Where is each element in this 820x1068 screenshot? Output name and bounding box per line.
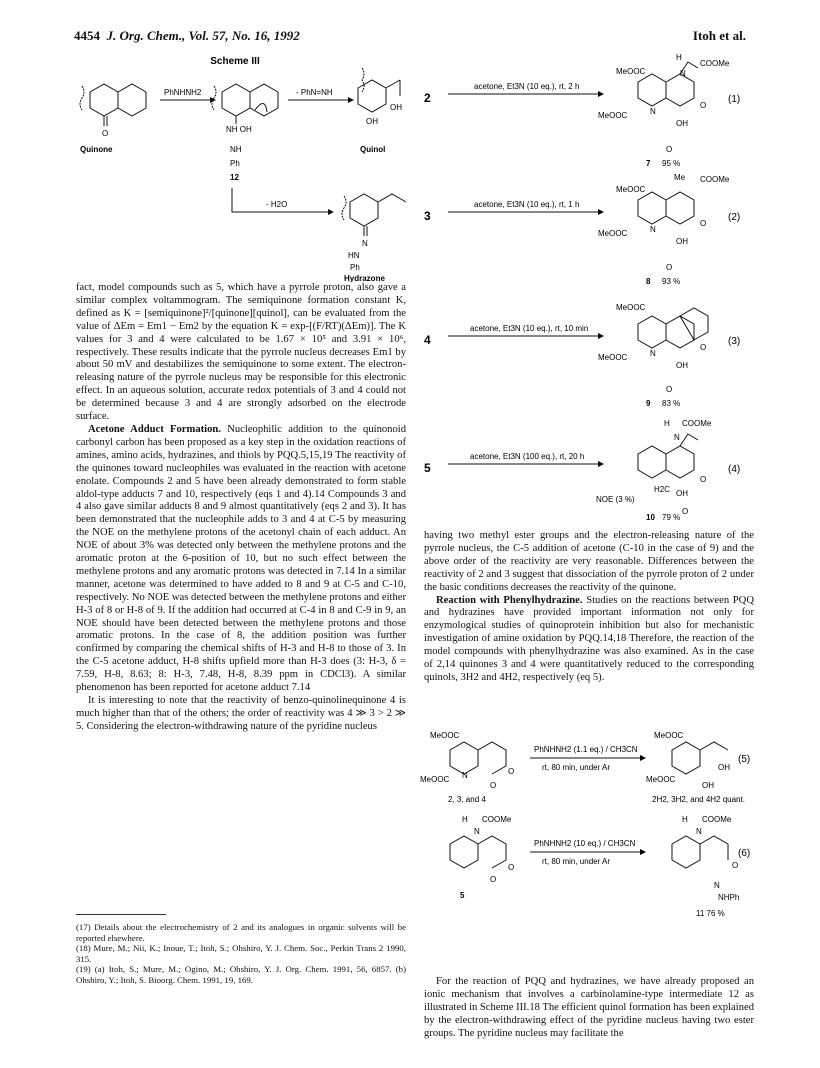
svg-text:COOMe: COOMe (682, 419, 712, 428)
svg-text:O: O (732, 861, 739, 870)
reaction-2 (424, 173, 740, 286)
yield-8: 93 % (662, 277, 681, 286)
svg-text:O: O (490, 875, 497, 884)
product-8: 8 (646, 277, 651, 286)
footnote-rule (76, 914, 166, 915)
eq6-nhph: NHPh (718, 893, 740, 902)
product-9: 9 (646, 399, 651, 408)
svg-text:OH: OH (718, 763, 730, 772)
svg-text:N: N (650, 349, 656, 358)
conditions-4: acetone, Et3N (100 eq.), rt, 20 h (470, 452, 585, 461)
reactions-1-4 (418, 52, 758, 522)
section-heading: Reaction with Phenylhydrazine. (436, 594, 583, 606)
conditions-3: acetone, Et3N (10 eq.), rt, 10 min (470, 324, 589, 333)
reactant-3-label: 3 (424, 209, 431, 223)
svg-text:N: N (462, 771, 468, 780)
paragraph: Reaction with Phenylhydrazine. Studies on the reactions between PQQ and hydrazines have provided important information not only for enzymological studies of quinoprotein inhibition but also for mechanistic investigation of amine oxidation by PQQ.14,18 Therefore, the reaction of the model compounds with phenylhydrazine was also examined. As in the case of 2,14 quinones 3 and 4 were quantitatively reduced to the corresponding quinols, 3H2 and 4H2, respectively (eq 5). (424, 594, 754, 683)
reagent-minus-h2o: - H2O (266, 200, 288, 209)
reactant-4-label: 4 (424, 333, 431, 347)
label-quinone: Quinone (80, 145, 113, 154)
svg-text:O: O (666, 145, 673, 154)
quinone-structure (80, 84, 146, 126)
reactant-5-label: 5 (424, 461, 431, 475)
hydrazone-hn: HN (348, 251, 360, 260)
eq6-left: 5 (460, 891, 465, 900)
paragraph: Acetone Adduct Formation. Nucleophilic addition to the quinonoid carbonyl carbon has been proposed as a key step in the oxidation reactions of amines, amino acids, hydrazines, and thiols by PQQ.5,15,19 The reactivity of the quinones toward nucleophiles was evaluated in the reaction with acetone enolate. Compounds 2 and 5 have been already demonstrated to form stable aldol-type adducts 7 and 10, respectively (eqs 1 and 4).14 Compounds 3 and 4 also gave similar adducts 8 and 9 almost quantitatively (eqs 2 and 3). It has been demonstrated that the nucleophile adds to 3 and 4 at C-5 by measuring the NOE on the methylene protons of the acetonyl chain of each adduct. An NOE of about 3% was detected only between the methylene protons and the aromatic proton at the 6-position of 10, but no such effect between the methylene protons and any aromatic protons was detected in 7.14 In a similar manner, acetone was determined to have added to 8 and 9 at C-5 and C-10, respectively. No NOE was detected between the methylene protons and either H-3 of 8 or H-8 of 9. If the addition had occurred at C-4 in 8 and C-9 in 9, an NOE should have been detected between the methylene protons and those aromatic protons. In the case of 8, the addition position was further confirmed by comparing the chemical shifts of H-3 and H-8 to those of 3. In the C-5 acetone adduct, H-8 shifts upfield more than H-3 does (3: H-3, δ = 7.59, H-8, 8.63; 8: H-3, 7.48, H-8, 8.39 ppm in CDCl3). A similar phenomenon has been reported for acetone adduct 7.14 (76, 423, 406, 694)
footnote: (17) Details about the electrochemistry of 2 and its analogues in organic solvents will be reported elsewhere. (76, 922, 406, 943)
page-number: 4454 (74, 28, 100, 43)
eq-3: (3) (728, 336, 741, 347)
svg-text:MeOOC: MeOOC (598, 229, 628, 238)
svg-text:O: O (508, 767, 515, 776)
svg-text:MeOOC: MeOOC (420, 775, 450, 784)
product-7: 7 (646, 159, 651, 168)
svg-text:COOMe: COOMe (482, 815, 512, 824)
svg-text:MeOOC: MeOOC (598, 111, 628, 120)
quinone-o: O (102, 129, 109, 138)
journal-citation: J. Org. Chem., Vol. 57, No. 16, 1992 (106, 28, 300, 43)
section-heading: Acetone Adduct Formation. (88, 423, 221, 435)
reaction-1 (424, 53, 740, 168)
svg-text:MeOOC: MeOOC (598, 353, 628, 362)
svg-text:O: O (508, 863, 515, 872)
paragraph: For the reaction of PQQ and hydrazines, we have already proposed an ionic mechanism that involves a carbinolamine-type intermediate 12 as illustrated in Scheme III.18 The efficient quinol formation has been explained by the electron-withdrawing effect of the pyridine nucleus having two ester groups. The pyridine nucleus may facilitate the (424, 976, 754, 1039)
paragraph: It is interesting to note that the reactivity of benzo-quinolinequinone 4 is much higher than that of the others; the order of reactivity was 4 ≫ 3 > 2 ≫ 5. Considering the electron-withdrawing nature of the pyridine nucleus (76, 695, 406, 732)
eq-5: (5) (738, 754, 751, 765)
label-hydrazone: Hydrazone (344, 274, 385, 282)
svg-text:Me: Me (674, 173, 686, 182)
scheme-title: Scheme III (210, 56, 260, 67)
scheme-iii (60, 52, 410, 282)
frag-ph: Ph (230, 159, 240, 168)
svg-text:O: O (700, 343, 707, 352)
eq5-conditions: rt, 80 min, under Ar (542, 763, 611, 772)
svg-text:H: H (676, 53, 682, 62)
equation-6 (450, 815, 750, 918)
svg-text:COOMe: COOMe (700, 175, 730, 184)
svg-text:H: H (664, 419, 670, 428)
svg-text:MeOOC: MeOOC (616, 67, 646, 76)
noe-label: NOE (3 %) (596, 495, 635, 504)
eq5-right: 2H2, 3H2, and 4H2 quant. (652, 795, 745, 804)
frag-nh: NH (230, 145, 242, 154)
svg-text:N: N (650, 225, 656, 234)
product-10: 10 (646, 513, 655, 522)
left-column-text (76, 282, 406, 734)
running-header-left (74, 28, 300, 44)
svg-text:O: O (700, 475, 707, 484)
paragraph: fact, model compounds such as 5, which have a pyrrole proton, also gave a similar complex voltammogram. The semiquinone formation constant K, defined as K = [semiquinone]²/[quinone][quinol], can be evaluated from the value of ΔEm = Em1 − Em2 by the equation K = exp-[(F/RT)(ΔEm)]. The K values for 3 and 4 were calculated to be 1.67 × 10⁵ and 3.91 × 10⁶, respectively. These results indicate that the pyrrole nucleus decreases Em1 by about 50 mV and destabilizes the semiquinone to some extent. The electron-releasing nature of the pyrrole nucleus may be responsible for this electronic effect. In an aqueous solution, accurate redox potentials of 3 and 4 could not be determined because 3 and 4 are strongly adsorbed on the electrode surface. (76, 282, 406, 423)
reagent-phn-nh: - PhN=NH (296, 88, 333, 97)
svg-text:MeOOC: MeOOC (616, 303, 646, 312)
paragraph: having two methyl ester groups and the electron-releasing nature of the pyrrole nucleus, the C-5 addition of acetone (C-10 in the case of 9) and the above order of the reactivity are very reasonable. Differences between the reactivity of 2 and 3 suggest that dissociation of the pyrrole proton of 2 under the basic conditions decreases the reactivity of the quinone. (424, 530, 754, 593)
svg-text:N: N (474, 827, 480, 836)
svg-text:OH: OH (676, 237, 688, 246)
footnote: (18) Mure, M.; Nii, K.; Inoue, T.; Itoh, S.; Ohshiro, Y. J. Chem. Soc., Perkin Trans 2 1990, 315. (76, 943, 406, 964)
svg-text:N: N (680, 69, 686, 78)
svg-text:H2C: H2C (654, 485, 671, 494)
svg-text:MeOOC: MeOOC (646, 775, 676, 784)
eq6-reagent: PhNHNH2 (10 eq.) / CH3CN (534, 839, 636, 848)
svg-text:MeOOC: MeOOC (430, 731, 460, 740)
svg-text:OH: OH (702, 781, 714, 790)
eq-4: (4) (728, 464, 741, 475)
running-header-authors: Itoh et al. (692, 28, 746, 43)
svg-text:O: O (666, 385, 673, 394)
conditions-1: acetone, Et3N (10 eq.), rt, 2 h (474, 82, 580, 91)
eq-2: (2) (728, 212, 741, 223)
svg-text:N: N (696, 827, 702, 836)
svg-text:O: O (700, 219, 707, 228)
svg-text:O: O (700, 101, 707, 110)
eq-6: (6) (738, 848, 751, 859)
eq5-reagent: PhNHNH2 (1.1 eq.) / CH3CN (534, 745, 638, 754)
svg-text:H: H (462, 815, 468, 824)
hydrazone-ph: Ph (350, 263, 360, 272)
eq5-left: 2, 3, and 4 (448, 795, 486, 804)
reaction-3 (424, 303, 740, 408)
svg-text:OH: OH (676, 119, 688, 128)
yield-10: 79 % (662, 513, 681, 522)
right-column-text (424, 530, 754, 685)
svg-text:COOMe: COOMe (702, 815, 732, 824)
svg-text:OH: OH (676, 489, 688, 498)
label-12: 12 (230, 173, 239, 182)
conditions-2: acetone, Et3N (10 eq.), rt, 1 h (474, 200, 580, 209)
svg-text:COOMe: COOMe (700, 59, 730, 68)
svg-text:MeOOC: MeOOC (616, 185, 646, 194)
equations-5-6 (420, 728, 760, 928)
yield-9: 83 % (662, 399, 681, 408)
footnotes (76, 922, 406, 986)
svg-text:N: N (674, 433, 680, 442)
svg-text:H: H (682, 815, 688, 824)
svg-text:O: O (682, 507, 689, 516)
quinol-oh2: OH (366, 117, 378, 126)
hydrazone-n: N (362, 239, 368, 248)
reactant-2-label: 2 (424, 91, 431, 105)
equation-5 (420, 731, 750, 804)
svg-text:O: O (666, 263, 673, 272)
eq-1: (1) (728, 94, 741, 105)
label-quinol: Quinol (360, 145, 386, 154)
svg-text:MeOOC: MeOOC (654, 731, 684, 740)
svg-text:N: N (714, 881, 720, 890)
reaction-4 (424, 419, 740, 522)
quinol-oh: OH (390, 103, 402, 112)
svg-text:OH: OH (676, 361, 688, 370)
hydrazone-structure (342, 194, 406, 236)
svg-text:N: N (650, 107, 656, 116)
footnote: (19) (a) Itoh, S.; Mure, M.; Ogino, M.; Ohshiro, Y. J. Org. Chem. 1991, 56, 6857. (b) Ohshiro, Y.; Itoh, S. Bioorg. Chem. 1991, 19, 169. (76, 964, 406, 985)
yield-7: 95 % (662, 159, 681, 168)
intermediate-12-structure (212, 84, 278, 124)
svg-text:O: O (490, 781, 497, 790)
eq6-conditions: rt, 80 min, under Ar (542, 857, 611, 866)
reagent-phnhnh2: PhNHNH2 (164, 88, 202, 97)
right-column-text-continued (424, 976, 754, 1041)
frag-nh-oh: NH OH (226, 125, 252, 134)
eq6-right: 11 76 % (696, 909, 725, 918)
